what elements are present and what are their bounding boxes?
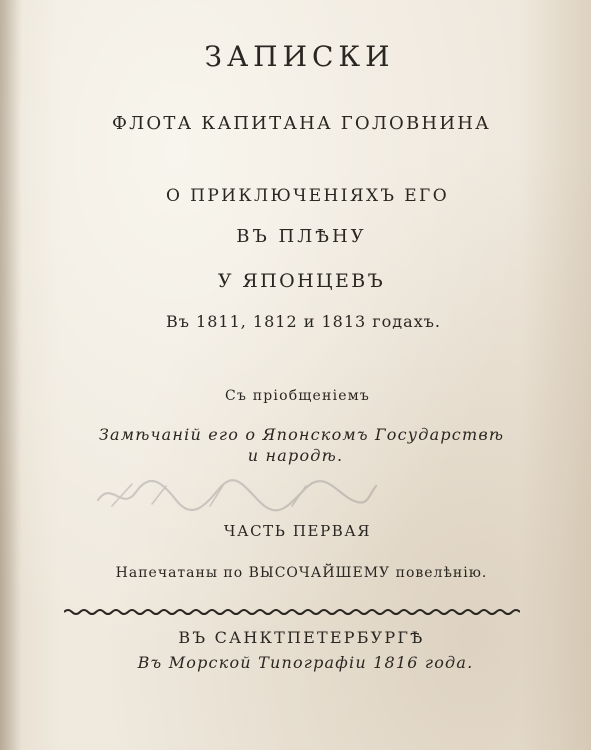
- book-subtitle: ФЛОТА КАПИТАНА ГОЛОВНИНА: [112, 113, 491, 134]
- faded-ink-stamp: [92, 470, 382, 518]
- imprint-press: Въ Морской Типографіи 1816 года.: [137, 653, 474, 672]
- volume-part: ЧАСТЬ ПЕРВАЯ: [223, 522, 372, 540]
- japanese-line: У ЯПОНЦЕВЪ: [217, 270, 386, 292]
- with-line: Съ пріобщеніемъ: [225, 388, 370, 404]
- wavy-divider: [64, 608, 520, 616]
- adventures-line: О ПРИКЛЮЧЕНІЯХЪ ЕГО: [165, 186, 450, 206]
- notes-line-2: и народѣ.: [247, 446, 344, 465]
- book-title: ЗАПИСКИ: [204, 40, 395, 73]
- notes-line-1: Замѣчаній его о Японскомъ Государствѣ: [98, 425, 505, 444]
- imprint-city: ВЪ САНКТПЕТЕРБУРГѢ: [178, 628, 425, 647]
- years-line: Въ 1811, 1812 и 1813 годахъ.: [166, 312, 441, 331]
- captivity-line: ВЪ ПЛѢНУ: [236, 226, 367, 247]
- printed-by-decree: Напечатаны по ВЫСОЧАЙШЕМУ повелѣнію.: [115, 565, 488, 581]
